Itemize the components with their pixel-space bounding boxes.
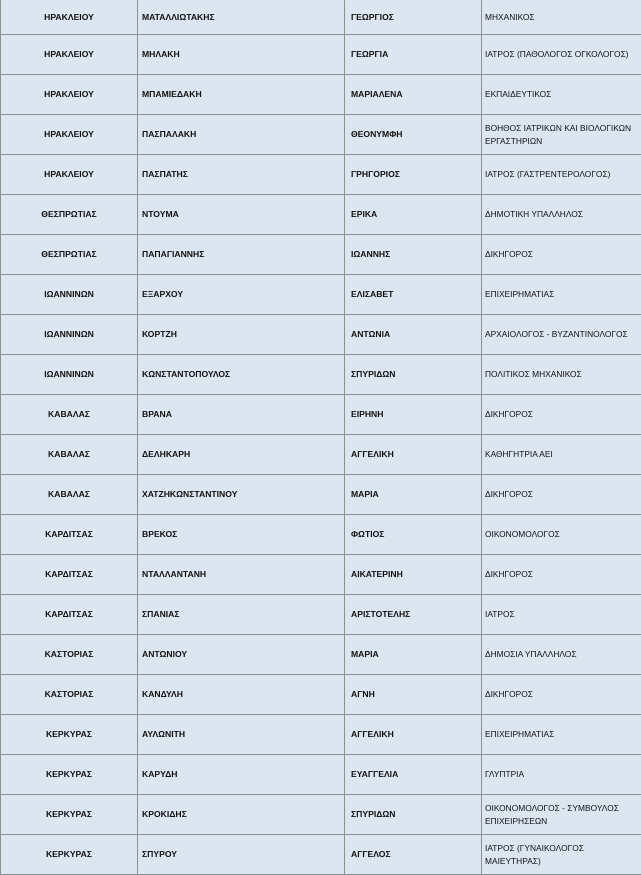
first-name-cell: ΙΩΑΝΝΗΣ [345,235,482,275]
occupation-cell: ΒΟΗΘΟΣ ΙΑΤΡΙΚΩΝ ΚΑΙ ΒΙΟΛΟΓΙΚΩΝ ΕΡΓΑΣΤΗΡΙΩΝ [482,115,641,155]
occupation-cell: ΕΠΙΧΕΙΡΗΜΑΤΙΑΣ [482,715,641,755]
first-name-cell: ΑΝΤΩΝΙΑ [345,315,482,355]
region-cell: ΙΩΑΝΝΙΝΩΝ [1,355,138,395]
surname-cell: ΚΟΡΤΖΗ [138,315,345,355]
occupation-cell: ΑΡΧΑΙΟΛΟΓΟΣ - ΒΥΖΑΝΤΙΝΟΛΟΓΟΣ [482,315,641,355]
surname-cell: ΔΕΛΗΚΑΡΗ [138,435,345,475]
first-name-cell: ΑΓΝΗ [345,675,482,715]
occupation-cell: ΚΑΘΗΓΗΤΡΙΑ ΑΕΙ [482,435,641,475]
region-cell: ΗΡΑΚΛΕΙΟΥ [1,75,138,115]
occupation-cell: ΓΛΥΠΤΡΙΑ [482,755,641,795]
occupation-cell: ΜΗΧΑΝΙΚΟΣ [482,0,641,35]
table-row [1,315,641,355]
occupation-cell: ΔΙΚΗΓΟΡΟΣ [482,235,641,275]
occupation-cell: ΕΚΠΑΙΔΕΥΤΙΚΟΣ [482,75,641,115]
surname-cell: ΜΠΑΜΙΕΔΑΚΗ [138,75,345,115]
first-name-cell: ΓΡΗΓΟΡΙΟΣ [345,155,482,195]
region-cell: ΚΑΡΔΙΤΣΑΣ [1,595,138,635]
surname-cell: ΝΤΑΛΛΑΝΤΑΝΗ [138,555,345,595]
table-row [1,555,641,595]
table-row [1,635,641,675]
table-row [1,795,641,835]
region-cell: ΚΑΣΤΟΡΙΑΣ [1,635,138,675]
first-name-cell: ΑΓΓΕΛΙΚΗ [345,715,482,755]
region-cell: ΘΕΣΠΡΩΤΙΑΣ [1,195,138,235]
table-row [1,275,641,315]
surname-cell: ΚΩΝΣΤΑΝΤΟΠΟΥΛΟΣ [138,355,345,395]
region-cell: ΚΕΡΚΥΡΑΣ [1,755,138,795]
table-row [1,675,641,715]
table-row [1,115,641,155]
table-row [1,515,641,555]
first-name-cell: ΑΡΙΣΤΟΤΕΛΗΣ [345,595,482,635]
table-row [1,235,641,275]
occupation-cell: ΙΑΤΡΟΣ (ΠΑΘΟΛΟΓΟΣ ΟΓΚΟΛΟΓΟΣ) [482,35,641,75]
region-cell: ΗΡΑΚΛΕΙΟΥ [1,0,138,35]
region-cell: ΚΑΣΤΟΡΙΑΣ [1,675,138,715]
occupation-cell: ΔΙΚΗΓΟΡΟΣ [482,475,641,515]
first-name-cell: ΣΠΥΡΙΔΩΝ [345,355,482,395]
table-row [1,595,641,635]
surname-cell: ΑΥΛΩΝΙΤΗ [138,715,345,755]
region-cell: ΚΕΡΚΥΡΑΣ [1,715,138,755]
surname-cell: ΠΑΣΠΑΤΗΣ [138,155,345,195]
region-cell: ΙΩΑΝΝΙΝΩΝ [1,275,138,315]
first-name-cell: ΕΡΙΚΑ [345,195,482,235]
first-name-cell: ΑΙΚΑΤΕΡΙΝΗ [345,555,482,595]
surname-cell: ΝΤΟΥΜΑ [138,195,345,235]
table-row [1,435,641,475]
surname-cell: ΠΑΠΑΓΙΑΝΝΗΣ [138,235,345,275]
region-cell: ΚΑΒΑΛΑΣ [1,395,138,435]
surname-cell: ΜΑΤΑΛΛΙΩΤΑΚΗΣ [138,0,345,35]
surname-cell: ΒΡΑΝΑ [138,395,345,435]
table-row [1,355,641,395]
table-row [1,395,641,435]
occupation-cell: ΠΟΛΙΤΙΚΟΣ ΜΗΧΑΝΙΚΟΣ [482,355,641,395]
first-name-cell: ΕΥΑΓΓΕΛΙΑ [345,755,482,795]
first-name-cell: ΑΓΓΕΛΟΣ [345,835,482,875]
table-body [1,0,641,875]
region-cell: ΗΡΑΚΛΕΙΟΥ [1,35,138,75]
surname-cell: ΒΡΕΚΟΣ [138,515,345,555]
first-name-cell: ΘΕΟΝΥΜΦΗ [345,115,482,155]
table-row [1,195,641,235]
table-row [1,0,641,35]
occupation-cell: ΔΙΚΗΓΟΡΟΣ [482,675,641,715]
table-row [1,155,641,195]
region-cell: ΚΑΡΔΙΤΣΑΣ [1,515,138,555]
occupation-cell: ΔΙΚΗΓΟΡΟΣ [482,555,641,595]
first-name-cell: ΦΩΤΙΟΣ [345,515,482,555]
surname-cell: ΠΑΣΠΑΛΑΚΗ [138,115,345,155]
surname-cell: ΑΝΤΩΝΙΟΥ [138,635,345,675]
occupation-cell: ΔΗΜΟΣΙΑ ΥΠΑΛΛΗΛΟΣ [482,635,641,675]
region-cell: ΚΑΒΑΛΑΣ [1,435,138,475]
occupation-cell: ΙΑΤΡΟΣ (ΓΑΣΤΡΕΝΤΕΡΟΛΟΓΟΣ) [482,155,641,195]
occupation-cell: ΟΙΚΟΝΟΜΟΛΟΓΟΣ - ΣΥΜΒΟΥΛΟΣ ΕΠΙΧΕΙΡΗΣΕΩΝ [482,795,641,835]
first-name-cell: ΓΕΩΡΓΙΑ [345,35,482,75]
table-row [1,755,641,795]
first-name-cell: ΜΑΡΙΑΛΕΝΑ [345,75,482,115]
occupation-cell: ΙΑΤΡΟΣ [482,595,641,635]
first-name-cell: ΑΓΓΕΛΙΚΗ [345,435,482,475]
table-row [1,835,641,875]
region-cell: ΗΡΑΚΛΕΙΟΥ [1,115,138,155]
surname-cell: ΚΑΝΔΥΛΗ [138,675,345,715]
surname-cell: ΜΗΛΑΚΗ [138,35,345,75]
table-row [1,35,641,75]
surname-cell: ΣΠΥΡΟΥ [138,835,345,875]
occupation-cell: ΔΗΜΟΤΙΚΗ ΥΠΑΛΛΗΛΟΣ [482,195,641,235]
region-cell: ΗΡΑΚΛΕΙΟΥ [1,155,138,195]
occupation-cell: ΔΙΚΗΓΟΡΟΣ [482,395,641,435]
surname-cell: ΣΠΑΝΙΑΣ [138,595,345,635]
first-name-cell: ΕΛΙΣΑΒΕΤ [345,275,482,315]
occupation-cell: ΟΙΚΟΝΟΜΟΛΟΓΟΣ [482,515,641,555]
region-cell: ΚΑΡΔΙΤΣΑΣ [1,555,138,595]
region-cell: ΚΕΡΚΥΡΑΣ [1,835,138,875]
surname-cell: ΚΡΟΚΙΔΗΣ [138,795,345,835]
surname-cell: ΕΞΑΡΧΟΥ [138,275,345,315]
table-row [1,715,641,755]
first-name-cell: ΕΙΡΗΝΗ [345,395,482,435]
occupation-cell: ΙΑΤΡΟΣ (ΓΥΝΑΙΚΟΛΟΓΟΣ ΜΑΙΕΥΤΗΡΑΣ) [482,835,641,875]
first-name-cell: ΜΑΡΙΑ [345,475,482,515]
occupation-cell: ΕΠΙΧΕΙΡΗΜΑΤΙΑΣ [482,275,641,315]
first-name-cell: ΣΠΥΡΙΔΩΝ [345,795,482,835]
surname-cell: ΧΑΤΖΗΚΩΝΣΤΑΝΤΙΝΟΥ [138,475,345,515]
region-cell: ΚΕΡΚΥΡΑΣ [1,795,138,835]
region-cell: ΘΕΣΠΡΩΤΙΑΣ [1,235,138,275]
first-name-cell: ΜΑΡΙΑ [345,635,482,675]
surname-cell: ΚΑΡΥΔΗ [138,755,345,795]
table-row [1,475,641,515]
table-row [1,75,641,115]
region-cell: ΚΑΒΑΛΑΣ [1,475,138,515]
first-name-cell: ΓΕΩΡΓΙΟΣ [345,0,482,35]
region-cell: ΙΩΑΝΝΙΝΩΝ [1,315,138,355]
